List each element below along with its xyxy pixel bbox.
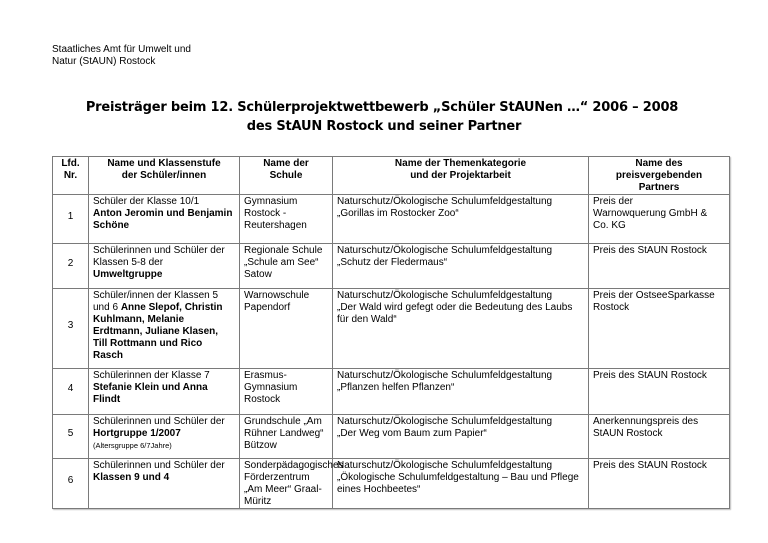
title-line-1: Preisträger beim 12. Schülerprojektwettbewerb „Schüler StAUNen …“ 2006 – 2008 — [85, 100, 679, 115]
row-number: 4 — [53, 369, 89, 415]
row-number: 6 — [53, 459, 89, 509]
table-row — [53, 369, 730, 415]
header-school-line: Name der — [263, 158, 309, 169]
title-line-2: des StAUN Rostock und seiner Partner — [246, 119, 522, 134]
students-names: Umweltgruppe — [93, 269, 163, 280]
partner-cell: Anerkennungspreis des StAUN Rostock — [589, 415, 730, 459]
partner-cell: Preis des StAUN Rostock — [589, 244, 730, 289]
project-title: „Gorillas im Rostocker Zoo“ — [337, 208, 459, 219]
partner-name: Warnowquerung GmbH & Co. KG — [593, 208, 708, 231]
students-class: Schülerinnen und Schüler der — [93, 416, 225, 427]
students-class: Schülerinnen und Schüler der Klassen 5-8 der — [93, 245, 225, 268]
students-class: Schülerinnen und Schüler der — [93, 460, 225, 471]
students-names: Stefanie Klein und Anna Flindt — [93, 382, 208, 405]
header-school-line: Schule — [269, 170, 303, 181]
header-nr — [53, 157, 89, 195]
document-title — [0, 98, 768, 136]
table-row — [53, 195, 730, 244]
topic-cell — [333, 195, 589, 244]
school-cell: Gymnasium Rostock - Reutershagen — [240, 195, 333, 244]
students-class: Schülerinnen der Klasse 7 — [93, 370, 210, 381]
header-nr-line: Lfd. — [61, 158, 80, 169]
header-school — [240, 157, 333, 195]
students-cell — [89, 415, 240, 459]
table-row — [53, 415, 730, 459]
partner-prefix: Preis der — [593, 196, 634, 207]
project-title: „Pflanzen helfen Pflanzen“ — [337, 382, 455, 393]
students-cell — [89, 369, 240, 415]
students-cell — [89, 289, 240, 369]
topic-category: Naturschutz/Ökologische Schulumfeldgestaltung — [337, 416, 553, 427]
header-partner — [589, 157, 730, 195]
topic-cell — [333, 244, 589, 289]
table-row — [53, 244, 730, 289]
partner-cell: Preis der OstseeSparkasse Rostock — [589, 289, 730, 369]
row-number: 2 — [53, 244, 89, 289]
header-students — [89, 157, 240, 195]
students-names: Anne Slepof, Christin Kuhlmann, Melanie Erdtmann, Juliane Klasen, Till Rottmann und Rico Rasch — [93, 302, 223, 361]
header-students-line: Name und Klassenstufe — [107, 158, 221, 169]
header-topic-line: Name der Themenkategorie — [394, 158, 527, 169]
students-names: Klassen 9 und 4 — [93, 472, 170, 483]
organization-line-1: Staatliches Amt für Umwelt und — [52, 44, 191, 55]
topic-category: Naturschutz/Ökologische Schulumfeldgestaltung — [337, 460, 553, 471]
students-cell — [89, 459, 240, 509]
students-class: Schüler der Klasse 10/1 — [93, 196, 200, 207]
row-number: 1 — [53, 195, 89, 244]
topic-cell — [333, 459, 589, 509]
header-partner-line: Name des — [635, 158, 683, 169]
organization-header — [52, 44, 191, 68]
winners-table — [52, 156, 730, 509]
topic-cell — [333, 289, 589, 369]
students-cell — [89, 244, 240, 289]
partner-cell: Preis des StAUN Rostock — [589, 369, 730, 415]
school-cell: Warnowschule Papendorf — [240, 289, 333, 369]
table-row — [53, 289, 730, 369]
school-cell: Grundschule „Am Rühner Landweg“ Bützow — [240, 415, 333, 459]
partner-cell — [589, 195, 730, 244]
students-names: Hortgruppe 1/2007 — [93, 428, 181, 439]
row-number: 3 — [53, 289, 89, 369]
header-topic — [333, 157, 589, 195]
header-students-line: der Schüler/innen — [121, 170, 207, 181]
school-cell: Erasmus-Gymnasium Rostock — [240, 369, 333, 415]
students-names: Anton Jeromin und Benjamin Schöne — [93, 208, 233, 231]
topic-cell — [333, 369, 589, 415]
header-nr-line: Nr. — [63, 170, 78, 181]
partner-cell: Preis des StAUN Rostock — [589, 459, 730, 509]
table-row — [53, 459, 730, 509]
project-title: „Schutz der Fledermaus“ — [337, 257, 448, 268]
table-header-row — [53, 157, 730, 195]
project-title: „Der Wald wird gefegt oder die Bedeutung des Laubs für den Wald“ — [337, 302, 573, 325]
topic-category: Naturschutz/Ökologische Schulumfeldgestaltung — [337, 290, 553, 301]
students-cell — [89, 195, 240, 244]
header-partner-line: preisvergebenden — [615, 170, 703, 181]
school-cell: Regionale Schule „Schule am See“ Satow — [240, 244, 333, 289]
header-partner-line: Partners — [638, 182, 680, 193]
header-topic-line: und der Projektarbeit — [410, 170, 511, 181]
project-title: „Der Weg vom Baum zum Papier“ — [337, 428, 487, 439]
topic-category: Naturschutz/Ökologische Schulumfeldgestaltung — [337, 370, 553, 381]
row-number: 5 — [53, 415, 89, 459]
topic-category: Naturschutz/Ökologische Schulumfeldgestaltung — [337, 196, 553, 207]
project-title: „Ökologische Schulumfeldgestaltung – Bau und Pflege eines Hochbeetes“ — [337, 472, 579, 495]
organization-line-2: Natur (StAUN) Rostock — [52, 56, 156, 67]
students-note: (Altersgruppe 6/7Jahre) — [93, 441, 172, 450]
school-cell: Sonderpädagogisches Förderzentrum „Am Meer“ Graal-Müritz — [240, 459, 333, 509]
topic-cell — [333, 415, 589, 459]
students-class: Schüler/innen der Klassen 5 und 6 — [93, 290, 219, 313]
topic-category: Naturschutz/Ökologische Schulumfeldgestaltung — [337, 245, 553, 256]
